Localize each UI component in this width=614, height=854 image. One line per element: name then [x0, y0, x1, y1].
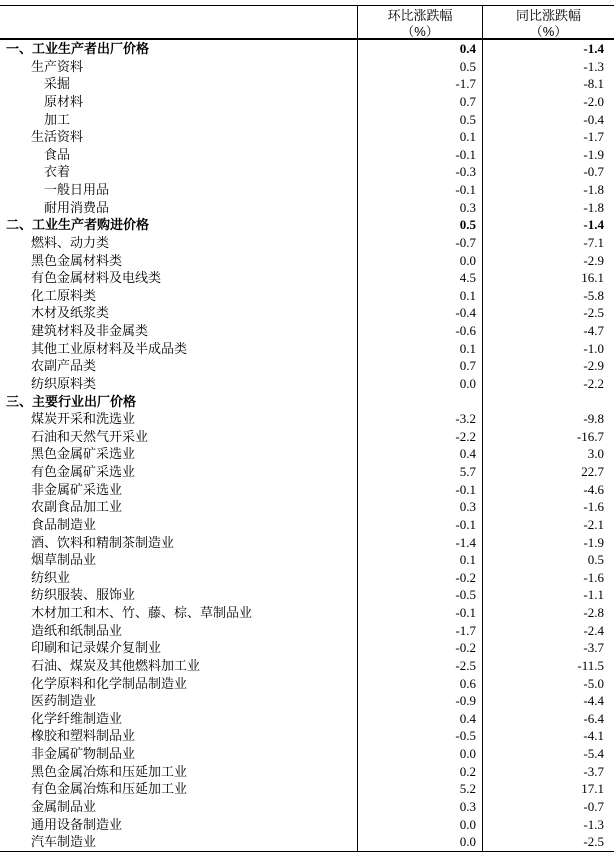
row-label: 有色金属冶炼和压延加工业	[31, 781, 188, 797]
table-row	[0, 516, 614, 534]
mom-value: 0.4	[357, 40, 482, 58]
table-row	[0, 375, 614, 393]
row-label: 一、工业生产者出厂价格	[6, 41, 150, 56]
mom-value: 0.4	[357, 710, 482, 728]
table-row	[0, 128, 614, 146]
row-label: 汽车制造业	[31, 834, 97, 850]
table-row	[0, 534, 614, 552]
mom-value: 0.5	[357, 216, 482, 234]
mom-value: -0.1	[357, 481, 482, 499]
table-row	[0, 322, 614, 340]
yoy-value: -1.8	[482, 181, 614, 199]
yoy-value: -2.4	[482, 622, 614, 640]
row-label: 印刷和记录媒介复制业	[31, 640, 162, 656]
row-label: 煤炭开采和洗选业	[31, 411, 136, 427]
row-label: 食品制造业	[31, 516, 97, 532]
mom-value: -3.2	[357, 410, 482, 428]
row-label: 医药制造业	[31, 693, 97, 709]
row-label: 石油、煤炭及其他燃料加工业	[31, 657, 201, 673]
mom-value: 0.0	[357, 252, 482, 270]
row-label: 衣着	[44, 164, 71, 180]
yoy-value: -9.8	[482, 410, 614, 428]
row-label: 化学纤维制造业	[31, 710, 123, 726]
table-row	[0, 639, 614, 657]
row-label: 生活资料	[31, 129, 84, 145]
row-label: 黑色金属冶炼和压延加工业	[31, 763, 188, 779]
yoy-value: -11.5	[482, 657, 614, 675]
table-row	[0, 780, 614, 798]
mom-value: 0.0	[357, 833, 482, 851]
mom-value: -0.2	[357, 639, 482, 657]
mom-value: 0.3	[357, 199, 482, 217]
yoy-value: 17.1	[482, 780, 614, 798]
table-row	[0, 710, 614, 728]
mom-value: 0.1	[357, 287, 482, 305]
yoy-value: -5.4	[482, 745, 614, 763]
row-label: 三、主要行业出厂价格	[6, 393, 137, 409]
yoy-value	[482, 393, 614, 411]
table-row	[0, 216, 614, 234]
row-label: 非金属矿物制品业	[31, 746, 136, 761]
table-row	[0, 657, 614, 675]
header-yoy-unit: （%）	[529, 24, 568, 39]
mom-value: -0.6	[357, 322, 482, 340]
yoy-value: -2.1	[482, 516, 614, 534]
yoy-value: -5.0	[482, 675, 614, 693]
mom-value: -0.1	[357, 181, 482, 199]
table-row	[0, 745, 614, 763]
row-label: 有色金属矿采选业	[31, 464, 136, 479]
table-row	[0, 481, 614, 499]
yoy-value: -4.1	[482, 727, 614, 745]
row-label: 加工	[44, 111, 71, 127]
mom-value: 0.4	[357, 445, 482, 463]
table-row	[0, 393, 614, 411]
yoy-value: -1.0	[482, 340, 614, 358]
yoy-value: -16.7	[482, 428, 614, 446]
row-label: 木材及纸浆类	[31, 305, 110, 321]
yoy-value: -1.4	[482, 216, 614, 234]
yoy-value: -4.4	[482, 692, 614, 710]
ppi-price-table	[0, 5, 614, 852]
mom-value: 0.0	[357, 745, 482, 763]
yoy-value: -1.3	[482, 58, 614, 76]
yoy-value: -3.7	[482, 763, 614, 781]
mom-value: -0.3	[357, 163, 482, 181]
table-row	[0, 199, 614, 217]
mom-value: 0.1	[357, 128, 482, 146]
table-row	[0, 287, 614, 305]
mom-value: 0.0	[357, 375, 482, 393]
yoy-value: -7.1	[482, 234, 614, 252]
yoy-value: 0.5	[482, 551, 614, 569]
row-label: 农副产品类	[31, 358, 97, 374]
header-yoy-title: 同比涨跌幅	[515, 8, 581, 23]
row-label: 烟草制品业	[31, 552, 97, 568]
header-mom-title: 环比涨跌幅	[387, 8, 453, 23]
table-row	[0, 622, 614, 640]
row-label: 二、工业生产者购进价格	[6, 217, 150, 233]
row-label: 化工原料类	[31, 287, 97, 303]
table-row	[0, 75, 614, 93]
table-row	[0, 93, 614, 111]
mom-value	[357, 393, 482, 411]
table-row	[0, 727, 614, 745]
table-row	[0, 410, 614, 428]
yoy-value: -1.9	[482, 534, 614, 552]
table-row	[0, 763, 614, 781]
table-row	[0, 798, 614, 816]
table-row	[0, 428, 614, 446]
yoy-value: -0.7	[482, 798, 614, 816]
yoy-value: 3.0	[482, 445, 614, 463]
row-label: 其他工业原材料及半成品类	[31, 340, 188, 356]
mom-value: -1.7	[357, 75, 482, 93]
mom-value: 0.0	[357, 816, 482, 834]
yoy-value: -2.0	[482, 93, 614, 111]
table-row	[0, 692, 614, 710]
yoy-value: 16.1	[482, 269, 614, 287]
yoy-value: -1.6	[482, 569, 614, 587]
table-row	[0, 586, 614, 604]
table-row	[0, 816, 614, 834]
table-row	[0, 675, 614, 693]
mom-value: -1.4	[357, 534, 482, 552]
row-label: 采掘	[44, 76, 71, 92]
mom-value: 0.3	[357, 798, 482, 816]
table-row	[0, 269, 614, 287]
yoy-value: -1.6	[482, 498, 614, 516]
row-label: 橡胶和塑料制品业	[31, 728, 136, 744]
yoy-value: -8.1	[482, 75, 614, 93]
mom-value: 0.7	[357, 357, 482, 375]
table-row	[0, 445, 614, 463]
mom-value: 5.7	[357, 463, 482, 481]
yoy-value: -1.7	[482, 128, 614, 146]
mom-value: -0.1	[357, 604, 482, 622]
table-row	[0, 58, 614, 76]
row-label: 耐用消费品	[44, 199, 110, 215]
row-label: 纺织服装、服饰业	[31, 587, 136, 603]
yoy-value: 22.7	[482, 463, 614, 481]
row-label: 金属制品业	[31, 798, 97, 814]
header-mom-unit: （%）	[401, 24, 439, 39]
yoy-value: -1.8	[482, 199, 614, 217]
mom-value: -0.4	[357, 304, 482, 322]
table-row	[0, 604, 614, 622]
yoy-value: -1.1	[482, 586, 614, 604]
yoy-value: -2.5	[482, 304, 614, 322]
yoy-value: -0.4	[482, 111, 614, 129]
table-row	[0, 340, 614, 358]
header-mom-cell	[357, 6, 482, 38]
mom-value: 0.6	[357, 675, 482, 693]
row-label: 有色金属材料及电线类	[31, 270, 162, 286]
mom-value: -0.9	[357, 692, 482, 710]
yoy-value: -2.8	[482, 604, 614, 622]
yoy-value: -6.4	[482, 710, 614, 728]
table-header-row	[0, 6, 614, 40]
mom-value: -1.7	[357, 622, 482, 640]
row-label: 木材加工和木、竹、藤、棕、草制品业	[31, 605, 253, 620]
mom-value: 0.5	[357, 58, 482, 76]
yoy-value: -1.9	[482, 146, 614, 164]
row-label: 食品	[44, 146, 71, 162]
table-row	[0, 252, 614, 270]
table-row	[0, 146, 614, 164]
yoy-value: -5.8	[482, 287, 614, 305]
mom-value: 0.3	[357, 498, 482, 516]
table-row	[0, 40, 614, 58]
yoy-value: -2.5	[482, 833, 614, 851]
table-row	[0, 304, 614, 322]
table-row	[0, 234, 614, 252]
row-label: 建筑材料及非金属类	[31, 323, 149, 338]
row-label: 农副食品加工业	[31, 499, 123, 515]
mom-value: -0.2	[357, 569, 482, 587]
table-row	[0, 551, 614, 569]
table-row	[0, 463, 614, 481]
yoy-value: -2.9	[482, 252, 614, 270]
row-label: 燃料、动力类	[31, 234, 110, 250]
mom-value: 4.5	[357, 269, 482, 287]
mom-value: 0.1	[357, 551, 482, 569]
yoy-value: -3.7	[482, 639, 614, 657]
yoy-value: -4.6	[482, 481, 614, 499]
yoy-value: -2.2	[482, 375, 614, 393]
mom-value: -2.5	[357, 657, 482, 675]
mom-value: -0.5	[357, 727, 482, 745]
yoy-value: -1.3	[482, 816, 614, 834]
mom-value: -0.7	[357, 234, 482, 252]
row-label: 纺织原料类	[31, 375, 97, 391]
mom-value: 5.2	[357, 780, 482, 798]
yoy-value: -1.4	[482, 40, 614, 58]
header-yoy-cell	[482, 6, 614, 38]
table-row	[0, 163, 614, 181]
header-empty-cell	[0, 6, 357, 38]
row-label: 酒、饮料和精制茶制造业	[31, 534, 175, 550]
mom-value: 0.5	[357, 111, 482, 129]
mom-value: -0.1	[357, 146, 482, 164]
row-label: 原材料	[44, 93, 84, 109]
yoy-value: -0.7	[482, 163, 614, 181]
table-row	[0, 181, 614, 199]
yoy-value: -2.9	[482, 357, 614, 375]
row-label: 石油和天然气开采业	[31, 428, 149, 444]
mom-value: -0.5	[357, 586, 482, 604]
mom-value: 0.2	[357, 763, 482, 781]
mom-value: 0.1	[357, 340, 482, 358]
table-row	[0, 498, 614, 516]
table-row	[0, 833, 614, 851]
table-row	[0, 357, 614, 375]
table-row	[0, 111, 614, 129]
table-body	[0, 40, 614, 852]
mom-value: -0.1	[357, 516, 482, 534]
row-label: 非金属矿采选业	[31, 481, 123, 497]
table-row	[0, 569, 614, 587]
mom-value: 0.7	[357, 93, 482, 111]
row-label: 通用设备制造业	[31, 816, 123, 832]
row-label: 生产资料	[31, 58, 84, 74]
row-label: 黑色金属矿采选业	[31, 446, 136, 462]
row-label: 纺织业	[31, 569, 71, 585]
yoy-value: -4.7	[482, 322, 614, 340]
row-label: 黑色金属材料类	[31, 252, 123, 268]
row-label: 造纸和纸制品业	[31, 622, 123, 638]
mom-value: -2.2	[357, 428, 482, 446]
row-label: 一般日用品	[44, 182, 110, 197]
row-label: 化学原料和化学制品制造业	[31, 675, 188, 691]
